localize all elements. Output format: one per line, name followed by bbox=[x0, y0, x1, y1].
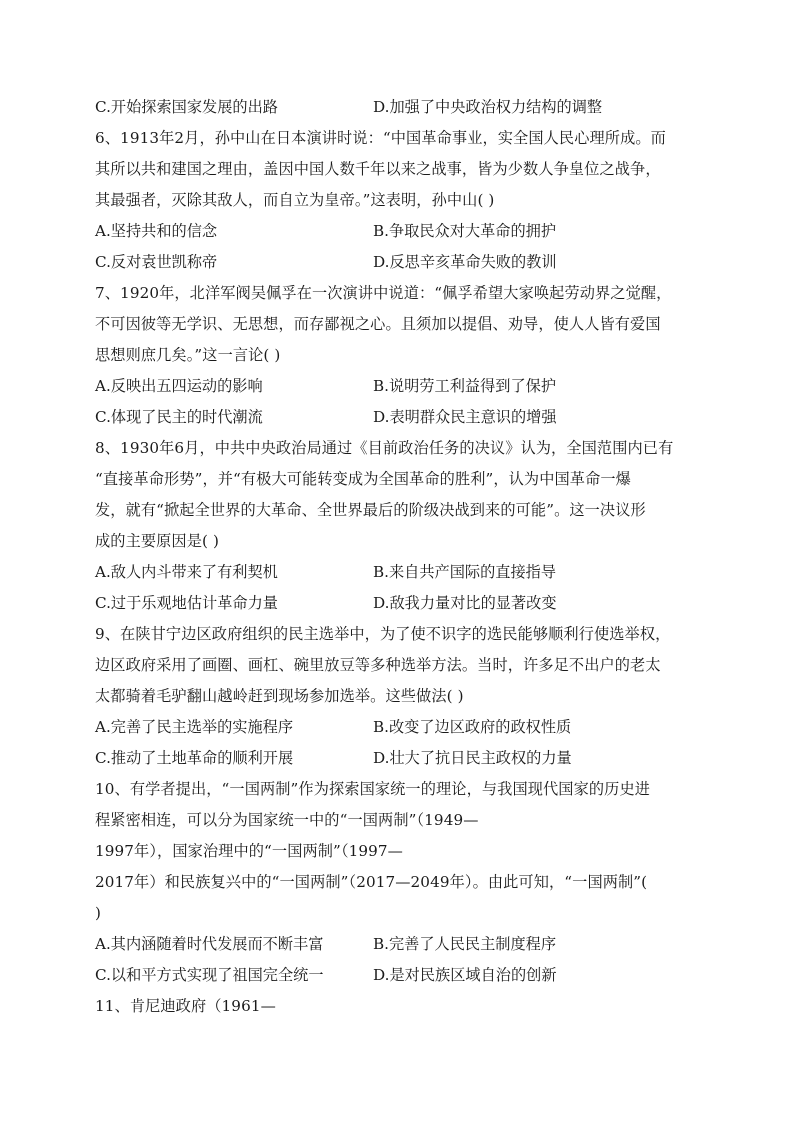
q6-stem-line-1: 6、1913年2月，孙中山在日本演讲时说：“中国革命事业，实全国人民心理所成。而 bbox=[95, 129, 666, 147]
q9-stem-line-1: 9、在陕甘宁边区政府组织的民主选举中，为了使不识字的选民能够顺利行使选举权， bbox=[95, 625, 671, 643]
q11-stem-line-1: 11、肯尼迪政府（1961— bbox=[95, 997, 276, 1015]
q10-stem-line-4: 2017年）和民族复兴中的“一国两制”（2017—2049年）。由此可知，“一国两制”( bbox=[95, 873, 648, 891]
q7-option-c: C.体现了民主的时代潮流 bbox=[95, 408, 263, 426]
q8-options-row-1 bbox=[95, 557, 705, 588]
q9-option-c: C.推动了土地革命的顺利开展 bbox=[95, 749, 294, 767]
q8-option-b: B.来自共产国际的直接指导 bbox=[373, 563, 557, 581]
q10-option-b: B.完善了人民民主制度程序 bbox=[373, 935, 557, 953]
q8-options-row-2 bbox=[95, 588, 705, 619]
q7-stem-line-1: 7、1920年，北洋军阀吴佩孚在一次演讲中说道：“佩孚希望大家唤起劳动界之觉醒， bbox=[95, 284, 672, 302]
q9-option-a: A.完善了民主选举的实施程序 bbox=[95, 718, 294, 736]
q7-options-row-2 bbox=[95, 402, 705, 433]
q6-stem-line-2: 其所以共和建国之理由，盖因中国人数千年以来之战事，皆为少数人争皇位之战争， bbox=[95, 160, 661, 178]
q7-option-d: D.表明群众民主意识的增强 bbox=[373, 408, 557, 426]
q9-options-row-1 bbox=[95, 712, 705, 743]
q7-stem-line-2: 不可因彼等无学识、无思想，而存鄙视之心。且须加以提倡、劝导，使人人皆有爱国 bbox=[95, 315, 661, 333]
q6-option-c: C.反对袁世凯称帝 bbox=[95, 253, 218, 271]
q9-options-row-2 bbox=[95, 743, 705, 774]
q10-option-c: C.以和平方式实现了祖国完全统一 bbox=[95, 966, 324, 984]
q5-option-d: D.加强了中央政治权力结构的调整 bbox=[373, 98, 603, 116]
q10-stem-line-1: 10、有学者提出，“一国两制”作为探索国家统一的理论，与我国现代国家的历史进 bbox=[95, 780, 651, 798]
q8-stem-line-4: 成的主要原因是( ) bbox=[95, 532, 219, 550]
q6-option-b: B.争取民众对大革命的拥护 bbox=[373, 222, 557, 240]
q6-option-a: A.坚持共和的信念 bbox=[95, 222, 218, 240]
q9-option-b: B.改变了边区政府的政权性质 bbox=[373, 718, 572, 736]
q8-option-d: D.敌我力量对比的显著改变 bbox=[373, 594, 557, 612]
q8-stem-line-3: 发，就有“掀起全世界的大革命、全世界最后的阶级决战到来的可能”。这一决议形 bbox=[95, 501, 646, 519]
q7-option-a: A.反映出五四运动的影响 bbox=[95, 377, 263, 395]
q7-options-row-1 bbox=[95, 371, 705, 402]
q9-stem-line-3: 太都骑着毛驴翻山越岭赶到现场参加选举。这些做法( ) bbox=[95, 687, 464, 705]
q10-option-a: A.其内涵随着时代发展而不断丰富 bbox=[95, 935, 324, 953]
q5-options-row-2 bbox=[95, 92, 705, 123]
q8-stem-line-2: “直接革命形势”，并“有极大可能转变成为全国革命的胜利”，认为中国革命一爆 bbox=[95, 470, 631, 488]
q6-options-row-2 bbox=[95, 247, 705, 278]
q6-options-row-1 bbox=[95, 216, 705, 247]
q7-stem-line-3: 思想则庶几矣。”这一言论( ) bbox=[95, 346, 281, 364]
q10-options-row-1 bbox=[95, 929, 705, 960]
q6-option-d: D.反思辛亥革命失败的教训 bbox=[373, 253, 557, 271]
q6-stem-line-3: 其最强者，灭除其敌人，而自立为皇帝。”这表明，孙中山( ) bbox=[95, 191, 495, 209]
q5-option-c: C.开始探索国家发展的出路 bbox=[95, 98, 278, 116]
q7-option-b: B.说明劳工利益得到了保护 bbox=[373, 377, 557, 395]
q10-options-row-2 bbox=[95, 960, 705, 991]
q10-stem-line-2: 程紧密相连，可以分为国家统一中的“一国两制”（1949— bbox=[95, 811, 479, 829]
q8-stem-line-1: 8、1930年6月，中共中央政治局通过《目前政治任务的决议》认为，全国范围内已有 bbox=[95, 439, 674, 457]
exam-page bbox=[95, 92, 705, 1022]
q9-stem-line-2: 边区政府采用了画圈、画杠、碗里放豆等多种选举方法。当时，许多足不出户的老太 bbox=[95, 656, 661, 674]
q8-option-a: A.敌人内斗带来了有利契机 bbox=[95, 563, 278, 581]
q9-option-d: D.壮大了抗日民主政权的力量 bbox=[373, 749, 572, 767]
q8-option-c: C.过于乐观地估计革命力量 bbox=[95, 594, 278, 612]
q10-stem-line-5: ) bbox=[95, 904, 102, 922]
q10-stem-line-3: 1997年），国家治理中的“一国两制”（1997— bbox=[95, 842, 403, 860]
q10-option-d: D.是对民族区域自治的创新 bbox=[373, 966, 557, 984]
